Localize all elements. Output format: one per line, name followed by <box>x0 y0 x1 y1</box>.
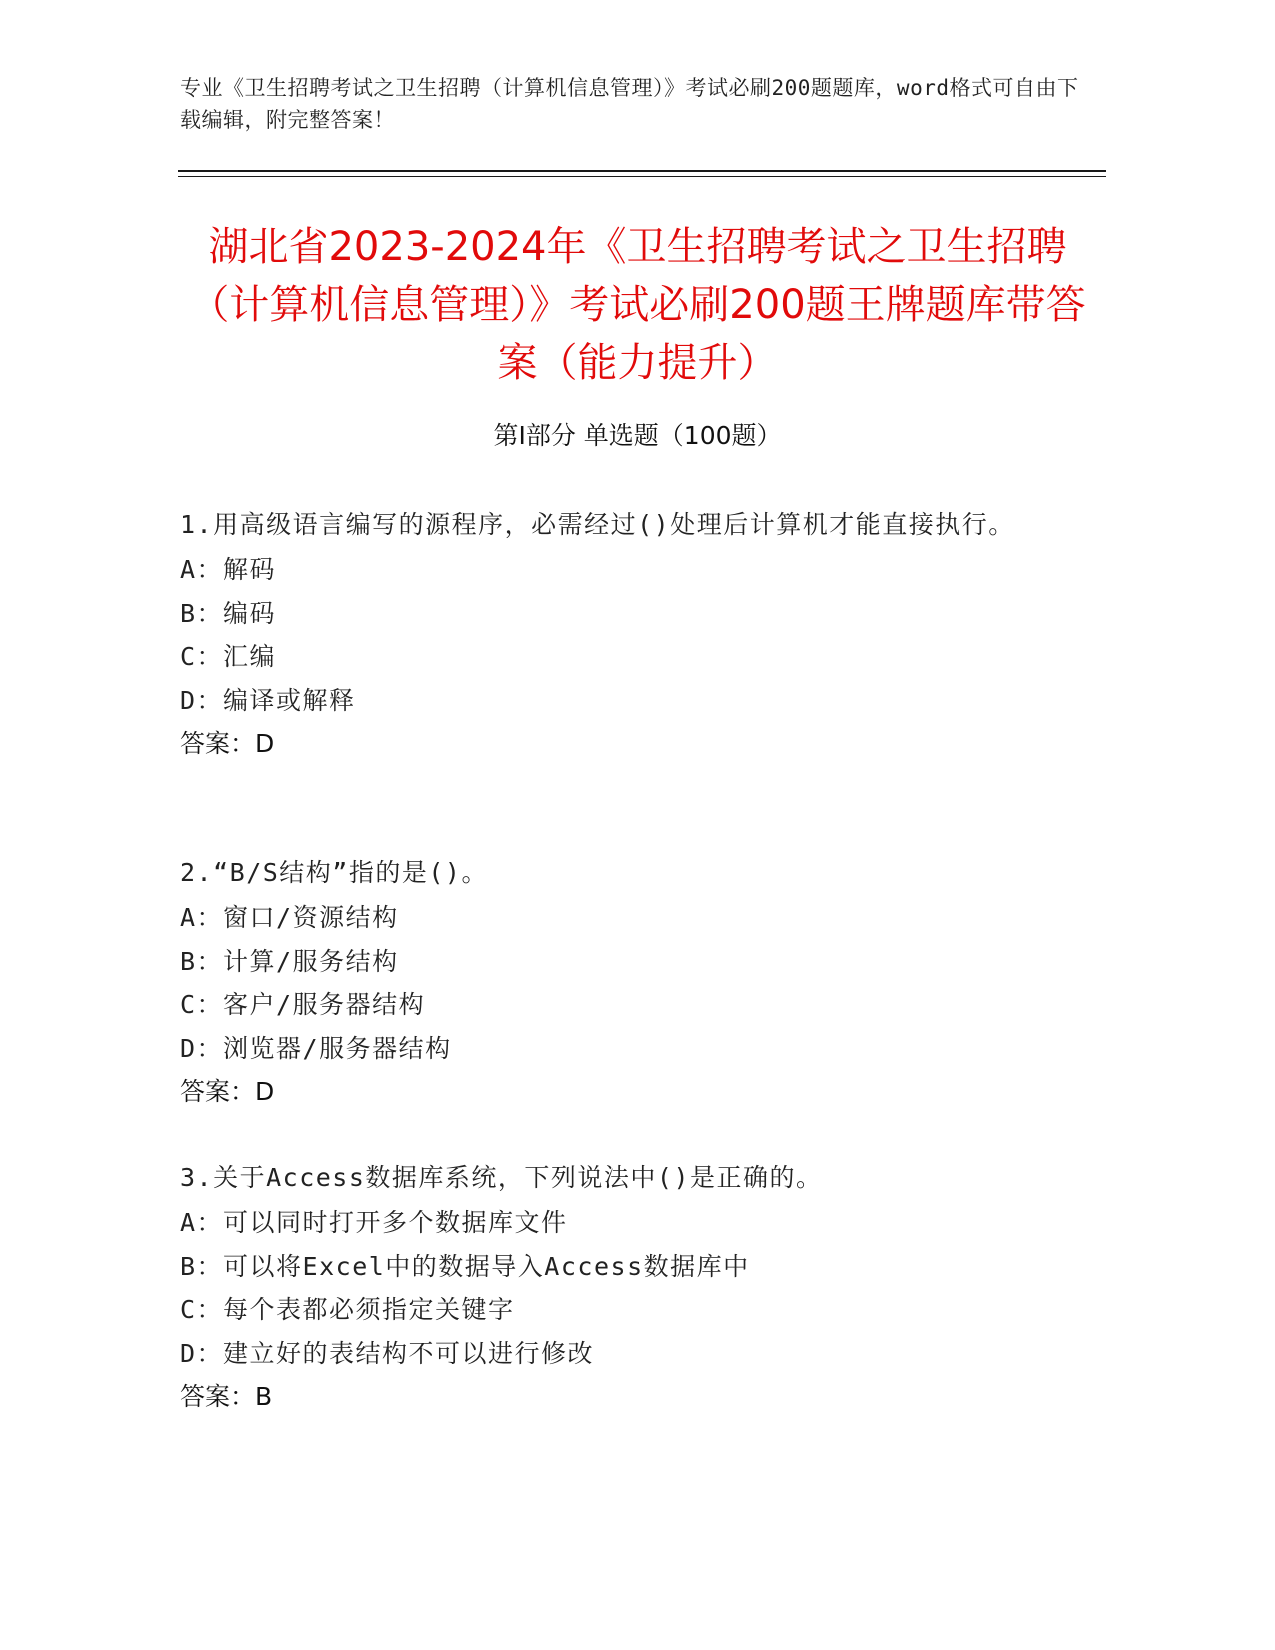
option-c: C：汇编 <box>180 642 277 671</box>
option-d: D：建立好的表结构不可以进行修改 <box>180 1338 595 1368</box>
answer: 答案：D <box>180 729 275 758</box>
question-2 <box>180 850 1080 1114</box>
answer: 答案：B <box>180 1382 273 1411</box>
question-3 <box>180 1155 1080 1419</box>
option-d: D：编译或解释 <box>180 685 356 715</box>
header-rule-thick <box>178 170 1106 172</box>
option-b: B：计算/服务结构 <box>180 946 399 976</box>
header-rule-thin <box>178 176 1106 177</box>
answer: 答案：D <box>180 1077 275 1106</box>
option-b: B：可以将Excel中的数据导入Access数据库中 <box>180 1251 750 1281</box>
option-a: A：解码 <box>180 555 277 584</box>
document-title: 湖北省2023-2024年《卫生招聘考试之卫生招聘（计算机信息管理）》考试必刷200题王牌题库带答案（能力提升） <box>189 224 1086 386</box>
option-c: C：每个表都必须指定关键字 <box>180 1295 515 1324</box>
section-title: 第Ⅰ部分 单选题（100题） <box>493 421 782 450</box>
header-note: 专业《卫生招聘考试之卫生招聘（计算机信息管理）》考试必刷200题题库，word格式可自由下载编辑，附完整答案！ <box>180 76 1079 132</box>
question-1 <box>180 502 1080 766</box>
option-c: C：客户/服务器结构 <box>180 990 426 1019</box>
option-d: D：浏览器/服务器结构 <box>180 1033 452 1063</box>
question-stem: 3.关于Access数据库系统，下列说法中()是正确的。 <box>180 1163 823 1192</box>
option-a: A：窗口/资源结构 <box>180 903 399 932</box>
question-stem: 1.用高级语言编写的源程序，必需经过()处理后计算机才能直接执行。 <box>180 510 1015 539</box>
option-b: B：编码 <box>180 598 277 628</box>
option-a: A：可以同时打开多个数据库文件 <box>180 1208 568 1237</box>
question-stem: 2.“B/S结构”指的是()。 <box>180 858 488 887</box>
